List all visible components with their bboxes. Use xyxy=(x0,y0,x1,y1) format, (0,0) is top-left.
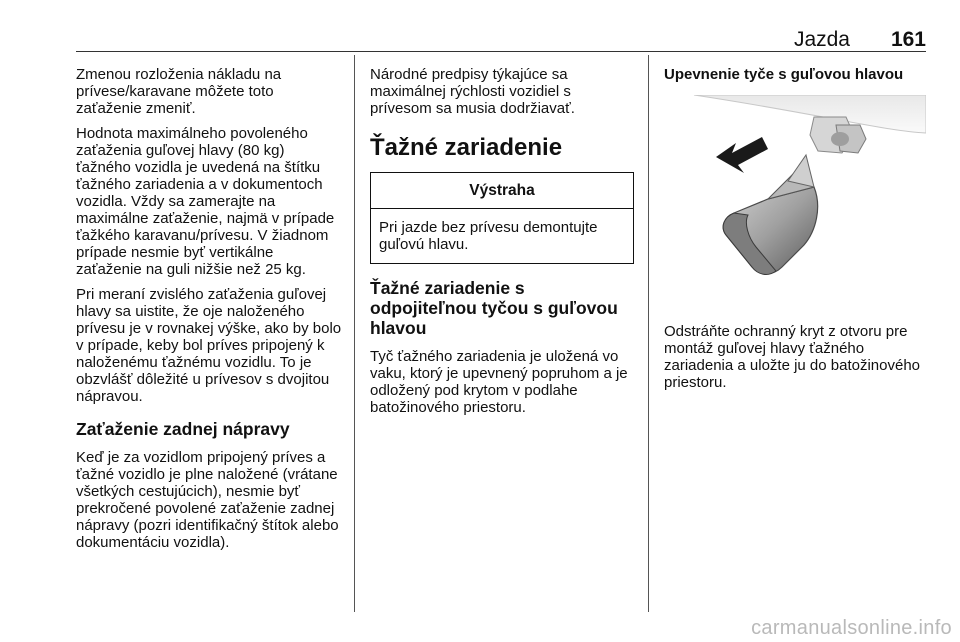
heading-rear-axle-load: Zaťaženie zadnej nápravy xyxy=(76,419,290,439)
warning-box xyxy=(370,172,634,264)
column-divider-2 xyxy=(648,55,649,612)
page-number: 161 xyxy=(890,28,926,51)
column-2 xyxy=(370,66,634,424)
warning-body: Pri jazde bez prívesu demontujte guľovú hlavu. xyxy=(379,219,598,253)
section-title: Jazda xyxy=(793,28,850,51)
heading-towing-equipment: Ťažné zariadenie xyxy=(370,134,563,161)
paragraph-measuring: Pri meraní zvislého zaťaženia guľovej hlavy sa uistite, že oje naloženého prívesu je v rovnakej výške, ako by bolo v prípade, keby bol príves pripojený k naloženému ťažnému vozidlu. To je obzvlášť dôležité u prívesov s dvojitou nápravou. xyxy=(76,286,342,405)
warning-title: Výstraha xyxy=(371,173,633,209)
paragraph-bar-storage: Tyč ťažného zariadenia je uložená vo vaku, ktorý je upevnený popruhom a je odložený pod krytom v podlahe batožinového priestoru. xyxy=(370,348,628,416)
heading-detachable-ball-bar: Ťažné zariadenie s odpojiteľnou tyčou s guľovou hlavou xyxy=(370,278,618,338)
heading-mounting-ball-bar: Upevnenie tyče s guľovou hlavou xyxy=(664,66,904,83)
paragraph-max-load: Hodnota maximálneho povoleného zaťaženia guľovej hlavy (80 kg) ťažného vozidla je uvedená na štítku ťažného zariadenia a v dokumentoch vozidla. Vždy sa zamerajte na maximálne zaťaženie, najmä v prípade ťažkého karavanu/prívesu. V žiadnom prípade nesmie byť vertikálne zaťaženie na guli nižšie než 25 kg. xyxy=(76,125,335,278)
header-divider xyxy=(76,51,926,52)
paragraph-remove-cover: Odstráňte ochranný kryt z otvoru pre montáž guľovej hlavy ťažného zariadenia a uložte ju do batožinového priestoru. xyxy=(664,323,921,391)
column-1 xyxy=(76,66,342,559)
watermark: carmanualsonline.info xyxy=(751,617,952,639)
paragraph-rear-axle: Keď je za vozidlom pripojený príves a ťažné vozidlo je plne naložené (vrátane všetkých cestujúcich), nesmie byť prekročené povolené zaťaženie zadnej nápravy (pozri identifikačný štítok alebo dokumentáciu vozidla). xyxy=(76,449,339,551)
paragraph-load-distribution: Zmenou rozloženia nákladu na prívese/karavane môžete toto zaťaženie zmeniť. xyxy=(76,66,282,117)
tow-bar-cover-illustration xyxy=(664,95,926,303)
column-3 xyxy=(664,66,926,399)
column-divider-1 xyxy=(354,55,355,612)
paragraph-speed-regulations: Národné predpisy týkajúce sa maximálnej rýchlosti vozidiel s prívesom sa musia dodržiavať. xyxy=(370,66,575,117)
